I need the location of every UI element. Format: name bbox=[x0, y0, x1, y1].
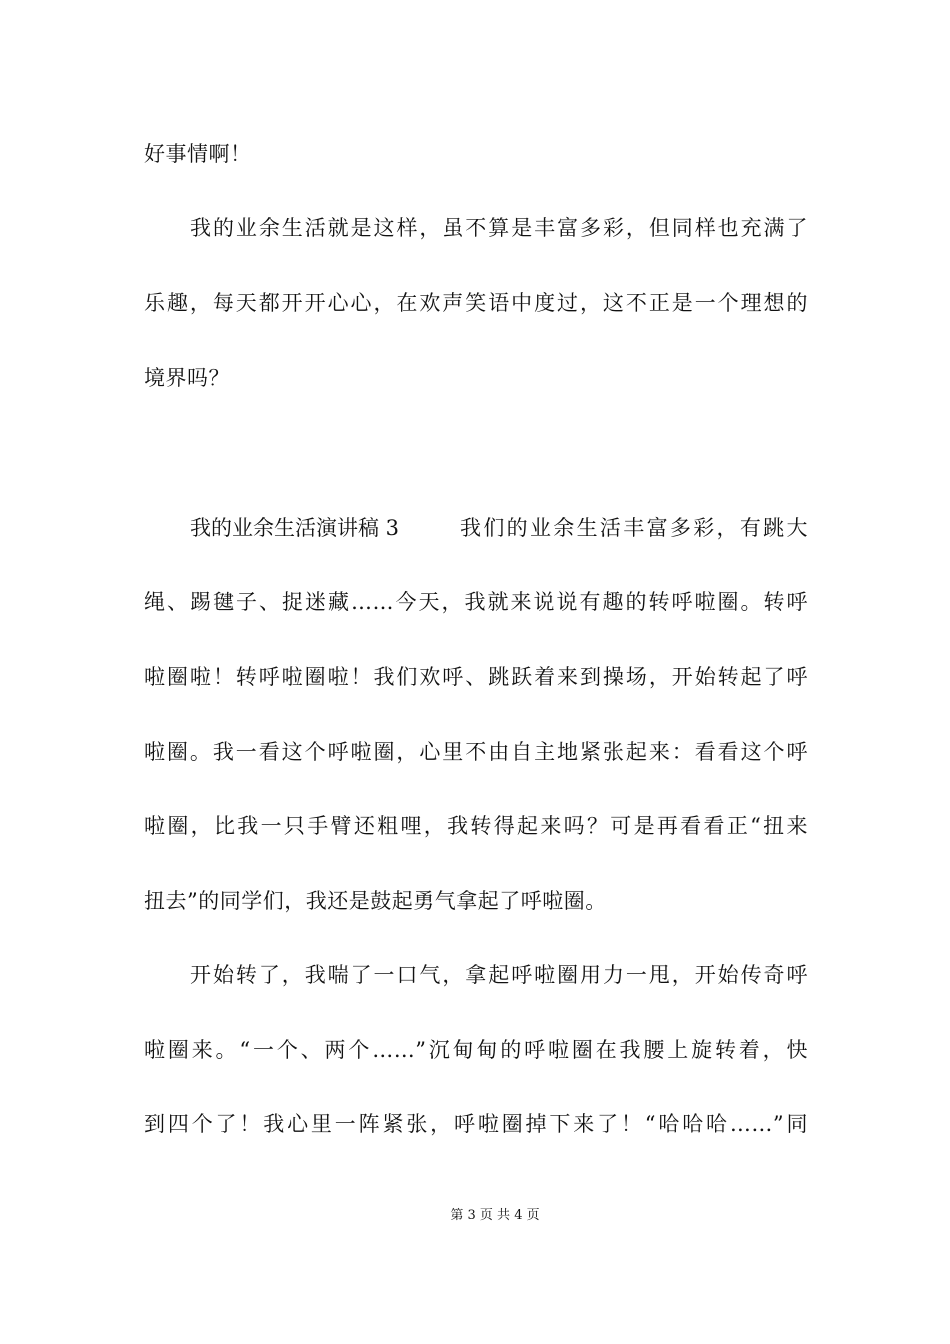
text-line: 啦圈来。“一个、两个……”沉甸甸的呼啦圈在我腰上旋转着，快 bbox=[144, 1038, 808, 1062]
text-line: 乐趣，每天都开开心心，在欢声笑语中度过，这不正是一个理想的 bbox=[144, 291, 808, 315]
text-line: 我的业余生活就是这样，虽不算是丰富多彩，但同样也充满了 bbox=[190, 216, 808, 240]
text-line: 啦圈，比我一只手臂还粗哩，我转得起来吗？可是再看看正“扭来 bbox=[144, 814, 808, 838]
section-title: 我的业余生活演讲稿 3 bbox=[190, 516, 400, 540]
text-line: 啦圈。我一看这个呼啦圈，心里不由自主地紧张起来：看看这个呼 bbox=[144, 740, 808, 764]
text-line: 到四个了！我心里一阵紧张，呼啦圈掉下来了！“哈哈哈……”同 bbox=[144, 1112, 808, 1136]
text-line: 我们的业余生活丰富多彩，有跳大 bbox=[460, 516, 808, 540]
text-line: 绳、踢毽子、捉迷藏……今天，我就来说说有趣的转呼啦圈。转呼 bbox=[144, 590, 808, 614]
text-line: 啦圈啦！转呼啦圈啦！我们欢呼、跳跃着来到操场，开始转起了呼 bbox=[144, 665, 808, 689]
text-line: 扭去”的同学们，我还是鼓起勇气拿起了呼啦圈。 bbox=[144, 889, 607, 913]
text-line: 开始转了，我喘了一口气，拿起呼啦圈用力一甩，开始传奇呼 bbox=[190, 963, 808, 987]
text-line: 境界吗？ bbox=[144, 366, 230, 390]
text-line: 好事情啊！ bbox=[144, 142, 252, 166]
page-footer: 第 3 页 共 4 页 bbox=[450, 1208, 540, 1223]
